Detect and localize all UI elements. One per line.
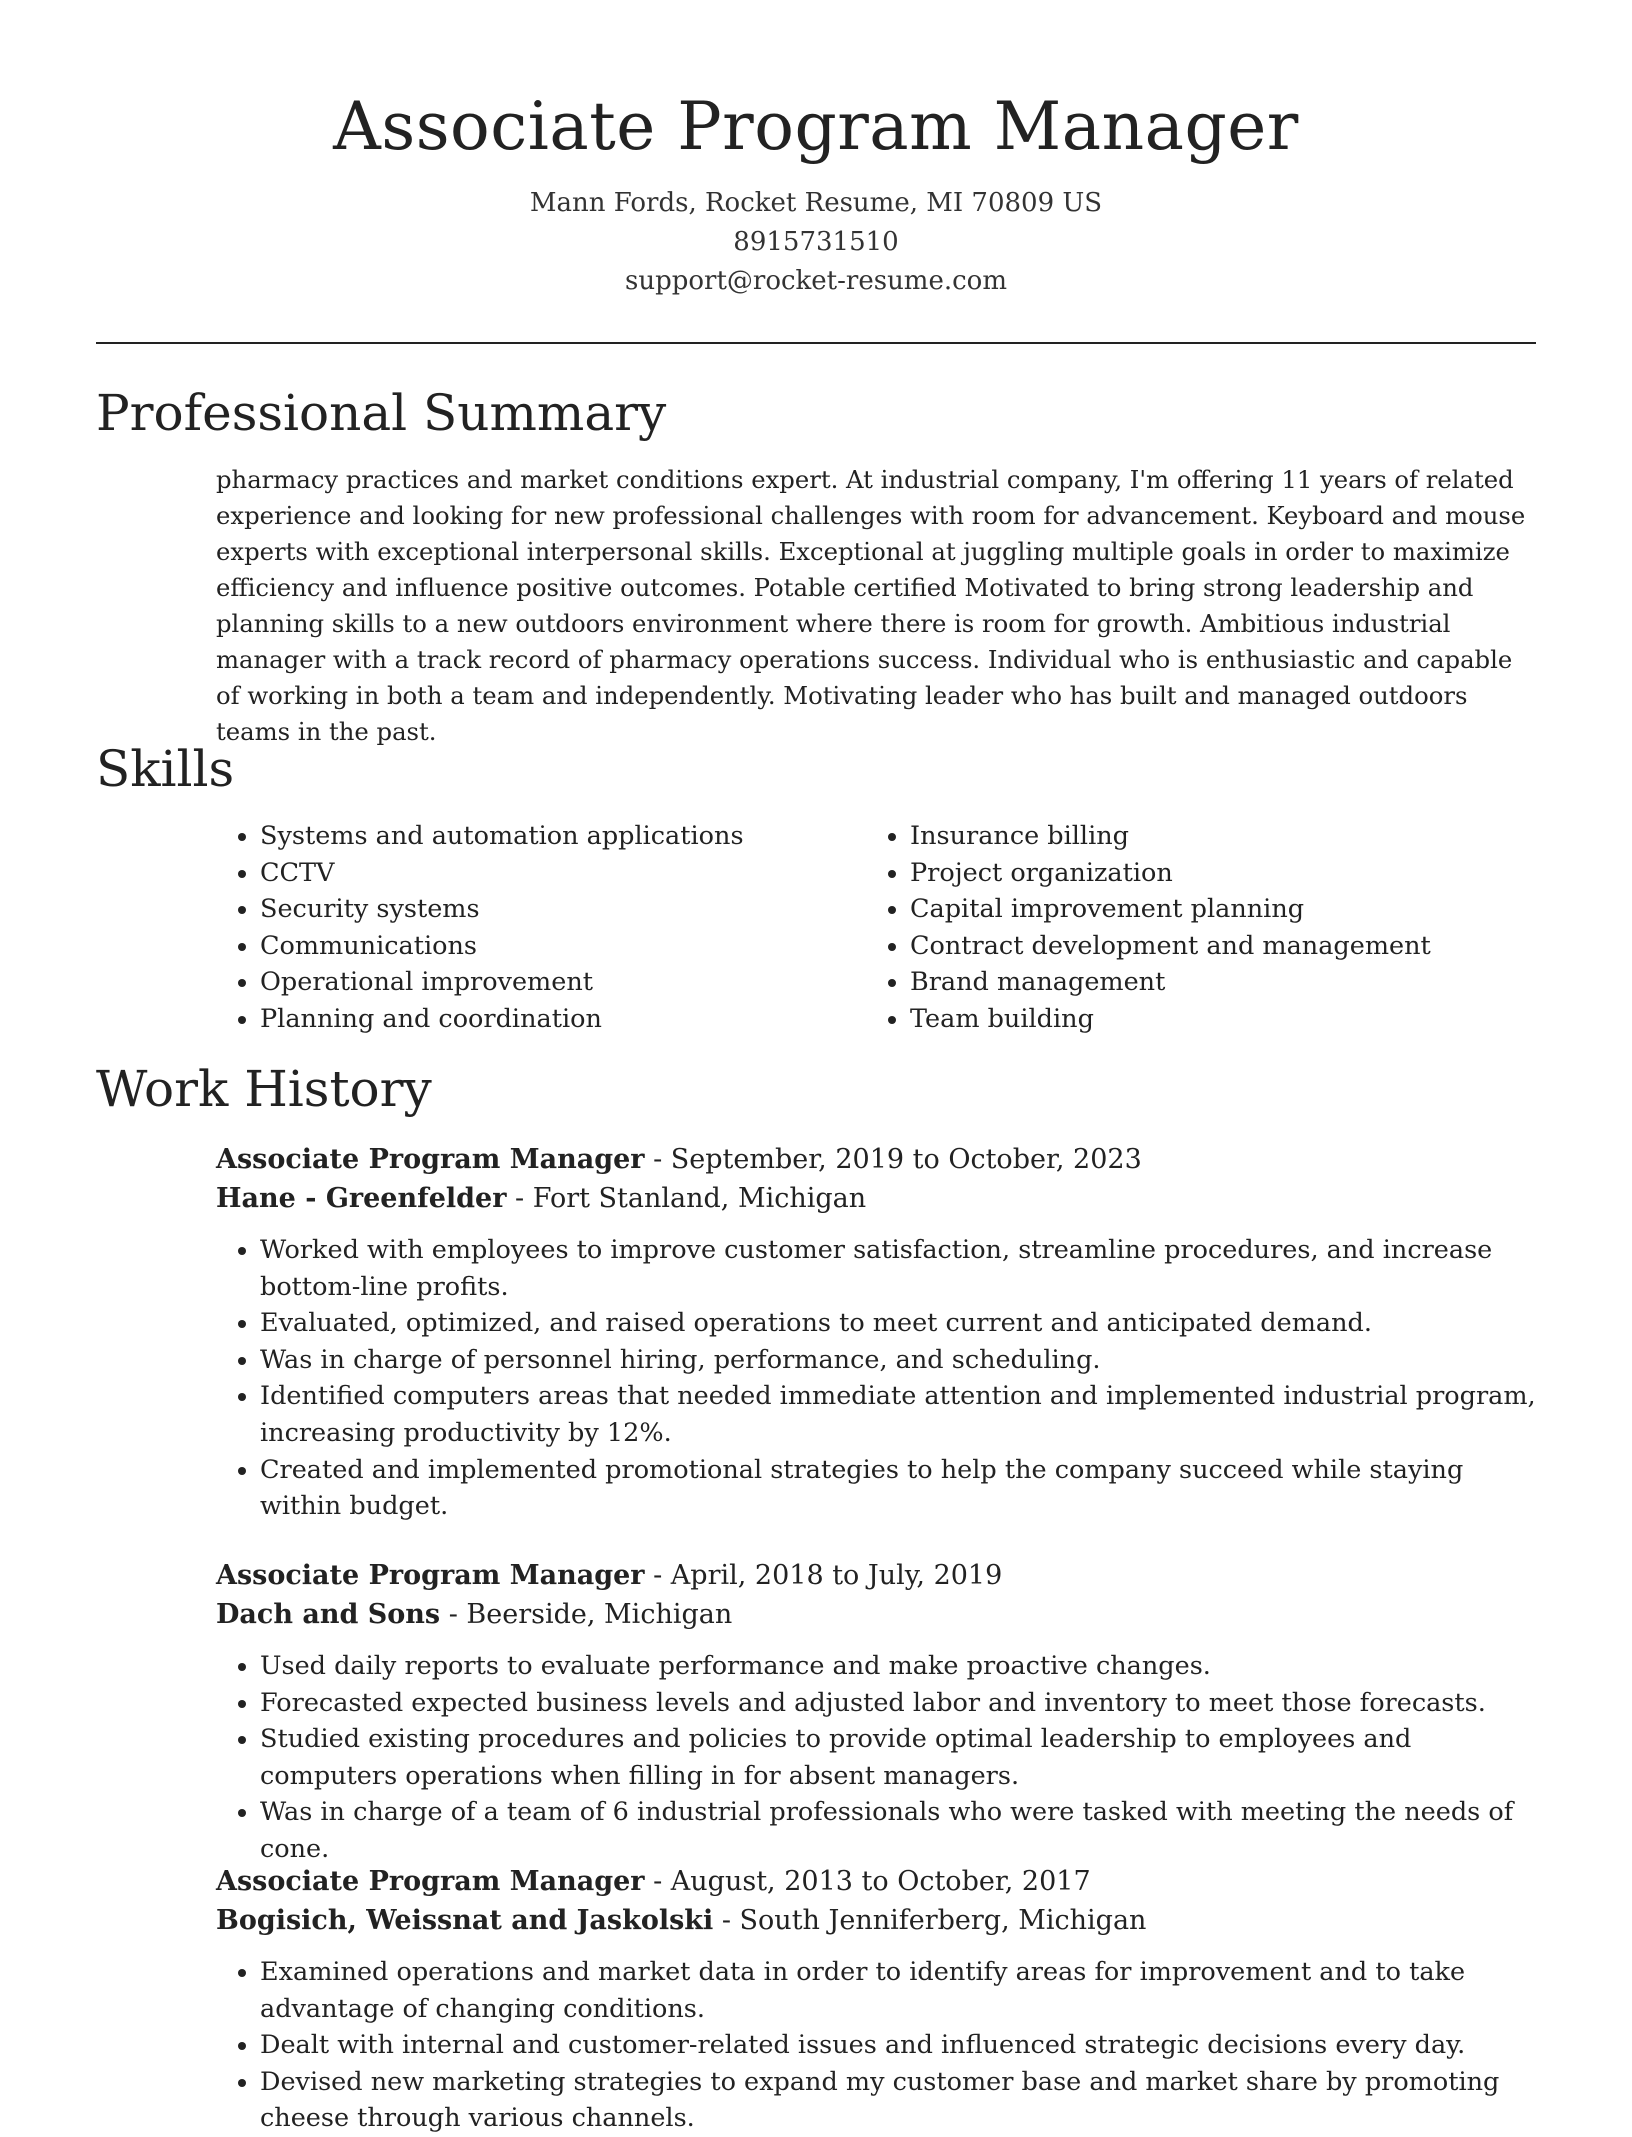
skill-item: • CCTV [260,855,866,892]
job-bullet: • Was in charge of a team of 6 industrial professionals who were tasked with meeting the needs of cone. [260,1794,1536,1867]
job-role: Associate Program Manager [216,1560,645,1591]
skill-item: • Systems and automation applications [260,818,866,855]
skill-item: • Security systems [260,891,866,928]
job-bullet: • Used daily reports to evaluate performance and make proactive changes. [260,1648,1536,1685]
skills-column-left [216,818,866,1038]
contact-info [96,184,1536,301]
job-company: Hane - Greenfelder [216,1183,507,1214]
address: Mann Fords, Rocket Resume, MI 70809 US [529,188,1103,218]
job-company-line [216,1179,1536,1218]
skills-heading: Skills [96,740,235,798]
phone: 8915731510 [733,227,899,257]
job-dates: - August, 2013 to October, 2017 [644,1866,1091,1897]
skill-item: • Planning and coordination [260,1001,866,1038]
skill-item: • Team building [910,1001,1516,1038]
job-company-line [216,1595,1536,1634]
skill-item: • Brand management [910,964,1516,1001]
candidate-name: Associate Program Manager [333,88,1299,165]
job-title-line [216,1556,1536,1595]
job-bullets [216,1232,1536,1525]
job-bullet: • Worked with employees to improve customer satisfaction, streamline procedures, and increase bottom-line profits. [260,1232,1536,1305]
job-entry [216,1556,1536,1868]
job-entry [216,1140,1536,1525]
job-dates: - April, 2018 to July, 2019 [644,1560,1003,1591]
job-bullet: • Studied existing procedures and policies to provide optimal leadership to employees and computers operations when filling in for absent managers. [260,1721,1536,1794]
job-entry [216,1862,1536,2137]
work-history-heading: Work History [96,1060,432,1118]
job-bullet: • Evaluated, optimized, and raised operations to meet current and anticipated demand. [260,1305,1536,1342]
job-role: Associate Program Manager [216,1144,645,1175]
job-dates: - September, 2019 to October, 2023 [644,1144,1142,1175]
job-company: Dach and Sons [216,1599,441,1630]
job-bullet: • Dealt with internal and customer-related issues and influenced strategic decisions every day. [260,2027,1536,2064]
skill-item: • Communications [260,928,866,965]
resume-header [96,82,1536,301]
job-location: - South Jenniferberg, Michigan [713,1905,1147,1936]
job-location: - Fort Stanland, Michigan [506,1183,867,1214]
job-bullet: • Devised new marketing strategies to expand my customer base and market share by promoting cheese through various channels. [260,2064,1536,2137]
summary-heading: Professional Summary [96,384,667,442]
job-bullets [216,1954,1536,2137]
skills-list [216,818,1536,1038]
job-bullet: • Forecasted expected business levels and adjusted labor and inventory to meet those forecasts. [260,1685,1536,1722]
job-title-line [216,1862,1536,1901]
skill-item: • Project organization [910,855,1516,892]
skill-item: • Operational improvement [260,964,866,1001]
job-bullet: • Identified computers areas that needed immediate attention and implemented industrial program, increasing productivity by 12%. [260,1378,1536,1451]
job-bullets [216,1648,1536,1868]
job-company: Bogisich, Weissnat and Jaskolski [216,1905,714,1936]
summary-text: pharmacy practices and market conditions expert. At industrial company, I'm offering 11 years of related experience and looking for new professional challenges with room for advancement. Keyboard and mouse experts with exceptional interpersonal skills. Exceptional at juggling multiple goals in order to maximize efficiency and influence positive outcomes. Potable certified Motivated to bring strong leadership and planning skills to a new outdoors environment where there is room for growth. Ambitious industrial manager with a track record of pharmacy operations success. Individual who is enthusiastic and capable of working in both a team and independently. Motivating leader who has built and managed outdoors teams in the past. [216,465,1526,746]
job-bullet: • Was in charge of personnel hiring, performance, and scheduling. [260,1342,1536,1379]
job-bullet: • Created and implemented promotional strategies to help the company succeed while staying within budget. [260,1452,1536,1525]
skills-column-right [866,818,1516,1038]
job-company-line [216,1901,1536,1940]
job-title-line [216,1140,1536,1179]
skill-item: • Contract development and management [910,928,1516,965]
job-role: Associate Program Manager [216,1866,645,1897]
skill-item: • Insurance billing [910,818,1516,855]
job-bullet: • Examined operations and market data in order to identify areas for improvement and to take advantage of changing conditions. [260,1954,1536,2027]
skill-item: • Capital improvement planning [910,891,1516,928]
header-divider [96,342,1536,344]
email: support@rocket-resume.com [624,266,1007,296]
job-location: - Beerside, Michigan [440,1599,733,1630]
